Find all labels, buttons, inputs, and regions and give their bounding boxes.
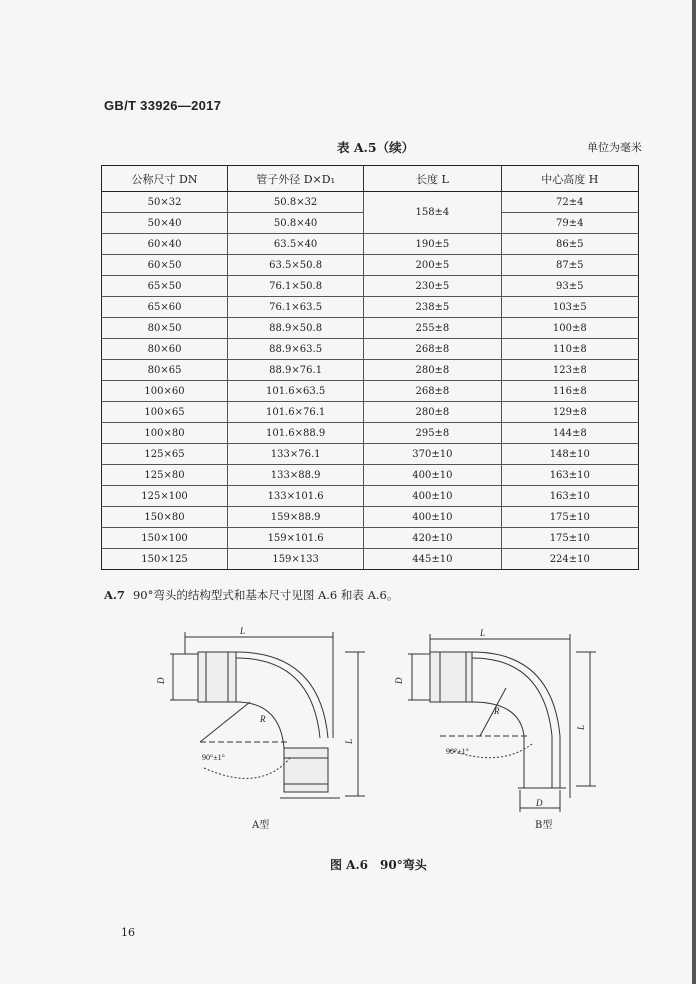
elbow-figure (140, 618, 620, 838)
table-cell: 268±8 (364, 339, 501, 360)
page-number: 16 (121, 926, 135, 939)
table-cell: 103±5 (501, 297, 638, 318)
table-cell: 100×65 (102, 402, 228, 423)
table-cell: 76.1×63.5 (228, 297, 364, 318)
table-cell: 190±5 (364, 234, 501, 255)
table-row (102, 549, 639, 570)
table-row (102, 444, 639, 465)
table-cell: 125×80 (102, 465, 228, 486)
table-cell: 65×60 (102, 297, 228, 318)
column-header: 中心高度 H (501, 166, 638, 192)
table-cell: 65×50 (102, 276, 228, 297)
table-cell: 159×88.9 (228, 507, 364, 528)
table-cell: 123±8 (501, 360, 638, 381)
section-number: A.7 (104, 588, 125, 602)
type-a-label: A型 (252, 820, 270, 831)
table-cell: 150×100 (102, 528, 228, 549)
table-cell: 116±8 (501, 381, 638, 402)
table-cell: 159×101.6 (228, 528, 364, 549)
section-paragraph (104, 587, 398, 603)
table-cell: 420±10 (364, 528, 501, 549)
table-cell: 60×40 (102, 234, 228, 255)
table-cell: 224±10 (501, 549, 638, 570)
table-row (102, 339, 639, 360)
column-header: 公称尺寸 DN (102, 166, 228, 192)
table-cell: 175±10 (501, 528, 638, 549)
table-cell: 60×50 (102, 255, 228, 276)
table-cell: 63.5×50.8 (228, 255, 364, 276)
table-cell: 400±10 (364, 486, 501, 507)
b-label-R: R (494, 706, 500, 716)
table-cell: 80×50 (102, 318, 228, 339)
table-cell: 50×32 (102, 192, 228, 213)
a-label-L: L (240, 626, 246, 636)
table-cell: 110±8 (501, 339, 638, 360)
table-cell: 72±4 (501, 192, 638, 213)
a-label-R: R (260, 714, 266, 724)
table-cell: 163±10 (501, 465, 638, 486)
scan-edge (692, 0, 696, 984)
table-row (102, 360, 639, 381)
table-cell: 93±5 (501, 276, 638, 297)
table-cell: 63.5×40 (228, 234, 364, 255)
table-cell: 86±5 (501, 234, 638, 255)
section-text: 90°弯头的结构型式和基本尺寸见图 A.6 和表 A.6。 (132, 588, 399, 602)
table-body (102, 192, 639, 570)
table-cell: 150×125 (102, 549, 228, 570)
table-row (102, 276, 639, 297)
elbow-type-a-drawing (170, 632, 365, 798)
table-cell: 144±8 (501, 423, 638, 444)
a-label-D: D (156, 677, 166, 684)
table-caption: 表 A.5（续） (337, 140, 415, 155)
standard-number: GB/T 33926—2017 (104, 98, 222, 113)
table-cell: 230±5 (364, 276, 501, 297)
table-cell: 100×60 (102, 381, 228, 402)
b-label-L: L (480, 628, 486, 638)
a-label-H: L (344, 738, 354, 744)
table-cell: 133×76.1 (228, 444, 364, 465)
table-cell: 158±4 (364, 192, 501, 234)
table-header-row (102, 166, 639, 192)
table-cell: 268±8 (364, 381, 501, 402)
table-row (102, 192, 639, 213)
table-row (102, 528, 639, 549)
dimension-table (101, 165, 639, 570)
b-angle-label: 90°±1° (446, 747, 469, 756)
table-cell: 400±10 (364, 465, 501, 486)
table-cell: 100×80 (102, 423, 228, 444)
b-label-D-bottom: D (536, 798, 543, 808)
table-cell: 370±10 (364, 444, 501, 465)
b-label-D: D (394, 677, 404, 684)
table-row (102, 465, 639, 486)
table-cell: 101.6×76.1 (228, 402, 364, 423)
table-cell: 280±8 (364, 360, 501, 381)
table-cell: 80×65 (102, 360, 228, 381)
table-cell: 50.8×40 (228, 213, 364, 234)
table-cell: 87±5 (501, 255, 638, 276)
table-cell: 175±10 (501, 507, 638, 528)
table-cell: 200±5 (364, 255, 501, 276)
table-cell: 101.6×63.5 (228, 381, 364, 402)
table-cell: 101.6×88.9 (228, 423, 364, 444)
elbow-type-b-drawing (408, 634, 596, 812)
table-cell: 88.9×50.8 (228, 318, 364, 339)
figure-caption: 图 A.6 90°弯头 (330, 858, 427, 872)
table-row (102, 255, 639, 276)
table-cell: 100±8 (501, 318, 638, 339)
table-cell: 255±8 (364, 318, 501, 339)
table-cell: 79±4 (501, 213, 638, 234)
table-cell: 88.9×76.1 (228, 360, 364, 381)
table-row (102, 234, 639, 255)
column-header: 管子外径 D×D₁ (228, 166, 364, 192)
a-angle-label: 90°±1° (202, 753, 225, 762)
table-row (102, 381, 639, 402)
table-cell: 76.1×50.8 (228, 276, 364, 297)
table-cell: 445±10 (364, 549, 501, 570)
table-cell: 400±10 (364, 507, 501, 528)
table-cell: 159×133 (228, 549, 364, 570)
table-row (102, 486, 639, 507)
unit-note: 单位为毫米 (587, 141, 642, 154)
type-b-label: B型 (535, 820, 553, 831)
table-cell: 148±10 (501, 444, 638, 465)
table-cell: 129±8 (501, 402, 638, 423)
table-cell: 280±8 (364, 402, 501, 423)
table-cell: 125×100 (102, 486, 228, 507)
table-row (102, 423, 639, 444)
table-cell: 133×88.9 (228, 465, 364, 486)
table-row (102, 318, 639, 339)
table-cell: 125×65 (102, 444, 228, 465)
table-cell: 88.9×63.5 (228, 339, 364, 360)
table-row (102, 402, 639, 423)
table-row (102, 297, 639, 318)
table-cell: 163±10 (501, 486, 638, 507)
table-cell: 133×101.6 (228, 486, 364, 507)
table-cell: 50.8×32 (228, 192, 364, 213)
table-row (102, 507, 639, 528)
table-cell: 295±8 (364, 423, 501, 444)
table-cell: 50×40 (102, 213, 228, 234)
b-label-H: L (576, 724, 586, 730)
column-header: 长度 L (364, 166, 501, 192)
table-cell: 80×60 (102, 339, 228, 360)
table-cell: 238±5 (364, 297, 501, 318)
table-cell: 150×80 (102, 507, 228, 528)
